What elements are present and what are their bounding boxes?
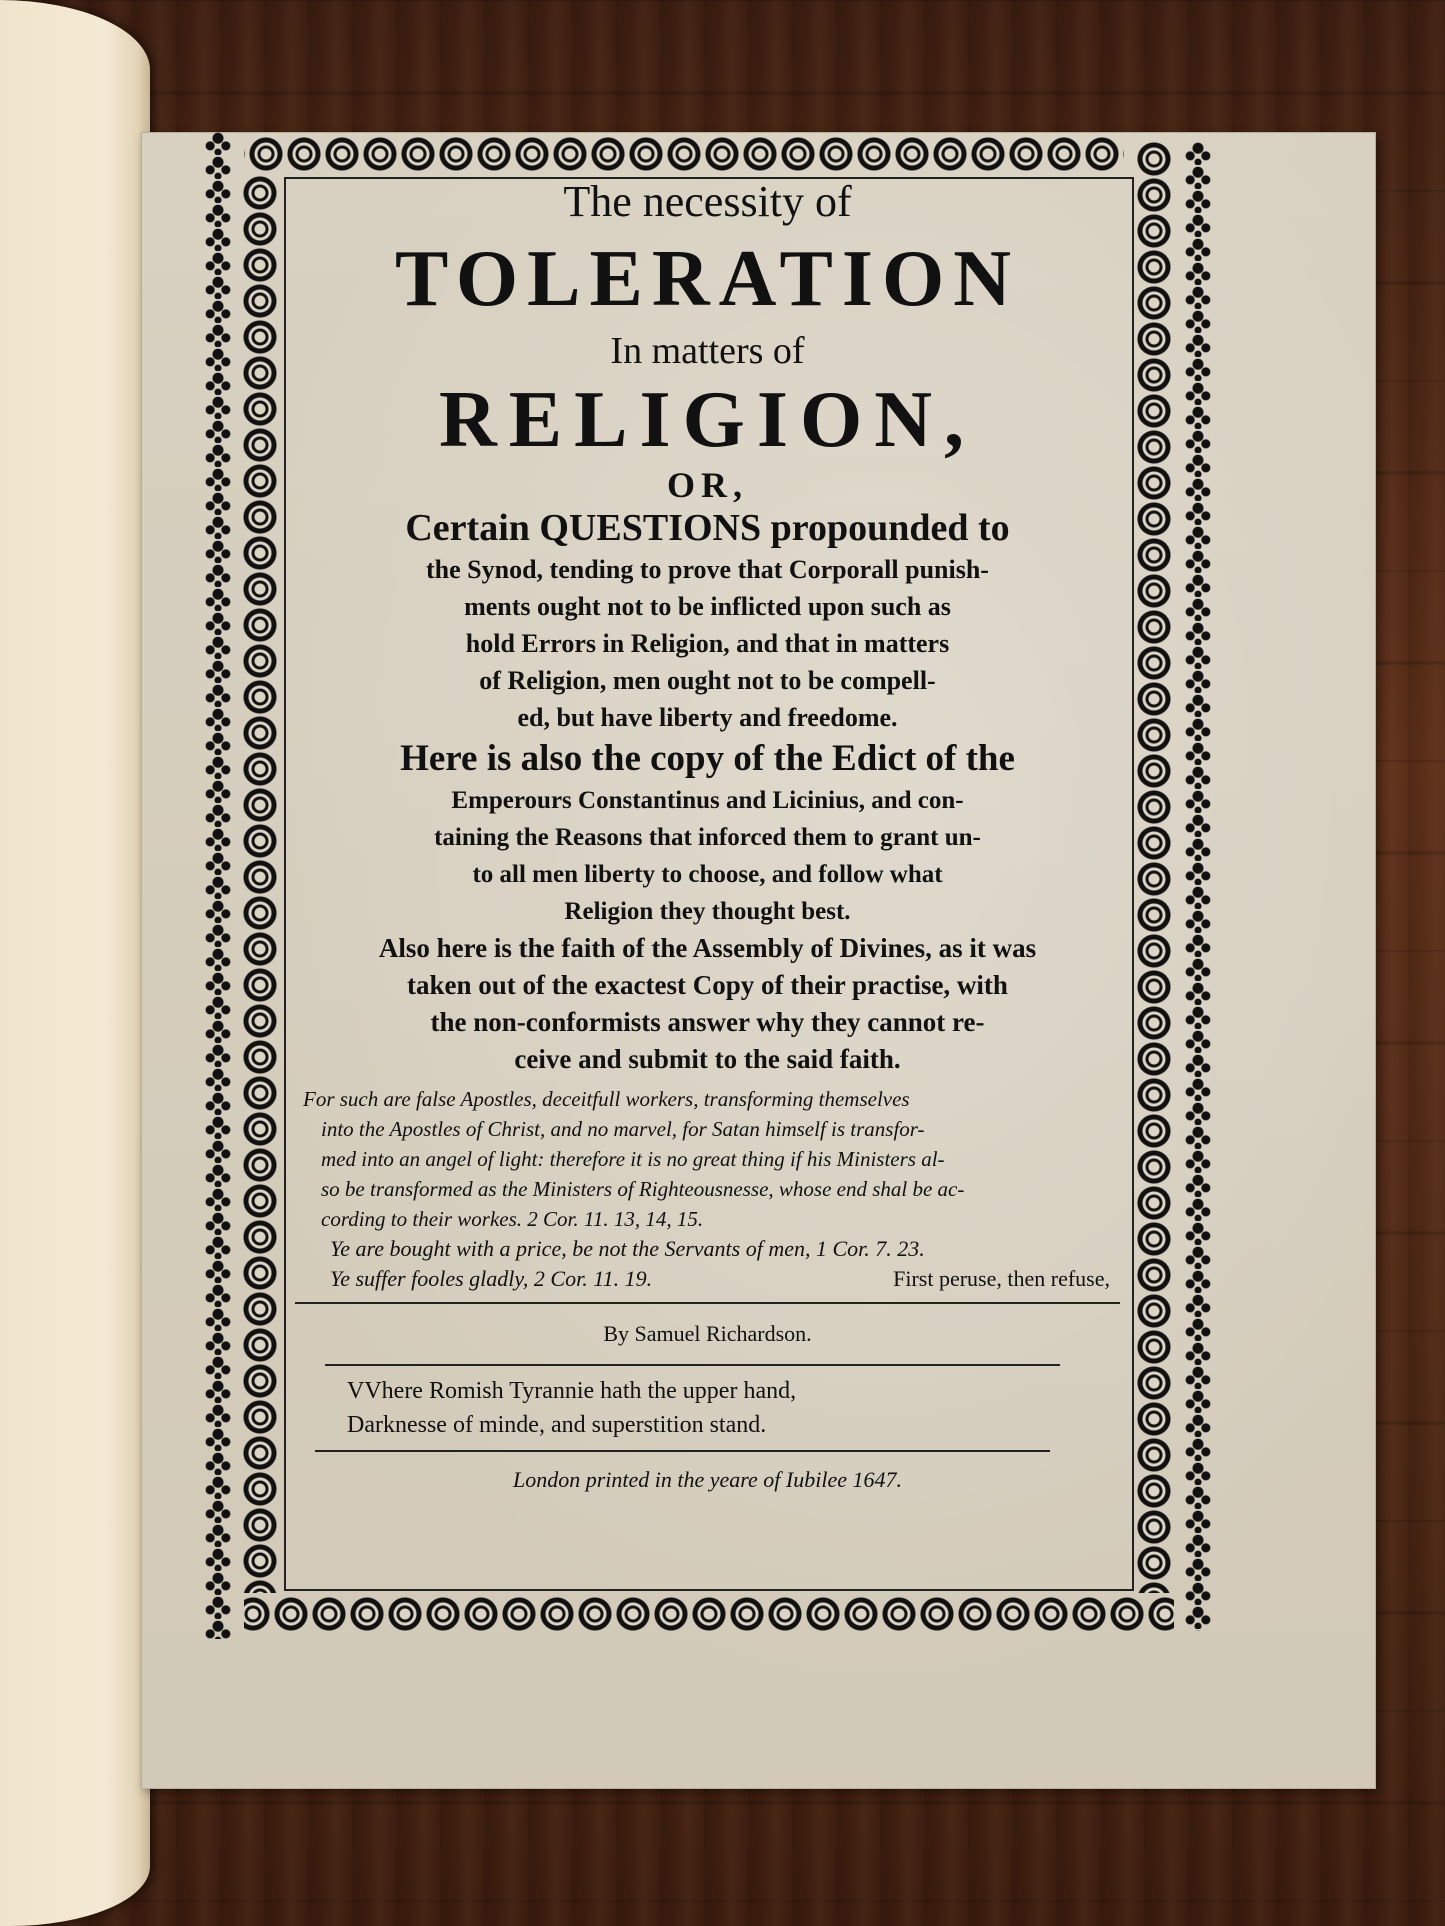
title-or: OR, <box>667 465 748 505</box>
heading-edict: Here is also the copy of the Edict of the <box>400 738 1015 779</box>
text-line: the Synod, tending to prove that Corporall punish- <box>426 555 989 584</box>
text-line: ed, but have liberty and freedome. <box>517 703 898 732</box>
quote-line: cording to their workes. 2 Cor. 11. 13, 14, 15. <box>321 1207 704 1231</box>
text-line: the non-conformists answer why they cannot re- <box>430 1007 985 1037</box>
verse-line: Darknesse of minde, and superstition stand. <box>347 1412 767 1438</box>
rosette-border-top <box>244 133 1124 175</box>
author-line: By Samuel Richardson. <box>603 1321 812 1346</box>
text-line: to all men liberty to choose, and follow what <box>472 861 943 888</box>
horizontal-rule <box>295 1302 1120 1304</box>
quote-servants: Ye are bought with a price, be not the Servants of men, 1 Cor. 7. 23. <box>330 1236 925 1261</box>
text-line: ceive and submit to the said faith. <box>514 1044 901 1074</box>
quote-line: into the Apostles of Christ, and no marvel, for Satan himself is transfor- <box>321 1117 925 1141</box>
horizontal-rule <box>325 1364 1060 1366</box>
text-line: of Religion, men ought not to be compell- <box>479 666 936 695</box>
title-line-3: In matters of <box>610 330 805 372</box>
title-line-1: The necessity of <box>563 177 852 226</box>
quote-fooles: Ye suffer fooles gladly, 2 Cor. 11. 19. <box>330 1266 653 1291</box>
quote-line: so be transformed as the Ministers of Righteousnesse, whose end shal be ac- <box>321 1177 965 1201</box>
quote-fooles-row <box>295 1264 1120 1294</box>
text-line: Religion they thought best. <box>564 898 851 925</box>
text-line: Emperours Constantinus and Licinius, and con- <box>451 787 964 814</box>
quote-line: med into an angel of light: therefore it is no great thing if his Ministers al- <box>321 1147 945 1171</box>
verse-line: VVhere Romish Tyrannie hath the upper hand, <box>347 1378 797 1404</box>
rosette-border-left <box>240 175 280 1593</box>
scripture-quote <box>295 1084 1120 1234</box>
paragraph-synod <box>295 551 1120 736</box>
title-page <box>142 133 1375 1788</box>
fleuron-border-left <box>204 131 232 1639</box>
text-line: taining the Reasons that inforced them to grant un- <box>434 824 981 851</box>
fleuron-border-right <box>1184 141 1212 1631</box>
paragraph-assembly <box>295 930 1120 1078</box>
imprint-line: London printed in the yeare of Iubilee 1647. <box>512 1467 902 1492</box>
verse-block <box>295 1374 1120 1442</box>
paragraph-edict <box>295 782 1120 930</box>
quote-line: For such are false Apostles, deceitfull workers, transforming themselves <box>303 1087 910 1111</box>
text-line: taken out of the exactest Copy of their practise, with <box>407 970 1008 1000</box>
quote-peruse: First peruse, then refuse, <box>893 1266 1110 1291</box>
text-line: hold Errors in Religion, and that in matters <box>465 629 950 658</box>
title-text-block <box>295 173 1120 1603</box>
title-toleration: TOLERATION <box>395 235 1020 323</box>
left-blank-page <box>0 0 150 1926</box>
horizontal-rule <box>315 1450 1050 1452</box>
title-questions: Certain QUESTIONS propounded to <box>405 507 1010 549</box>
rosette-border-right <box>1134 141 1174 1593</box>
text-line: Also here is the faith of the Assembly of Divines, as it was <box>378 933 1037 963</box>
text-line: ments ought not to be inflicted upon such as <box>464 592 951 621</box>
title-religion: RELIGION, <box>439 376 976 464</box>
